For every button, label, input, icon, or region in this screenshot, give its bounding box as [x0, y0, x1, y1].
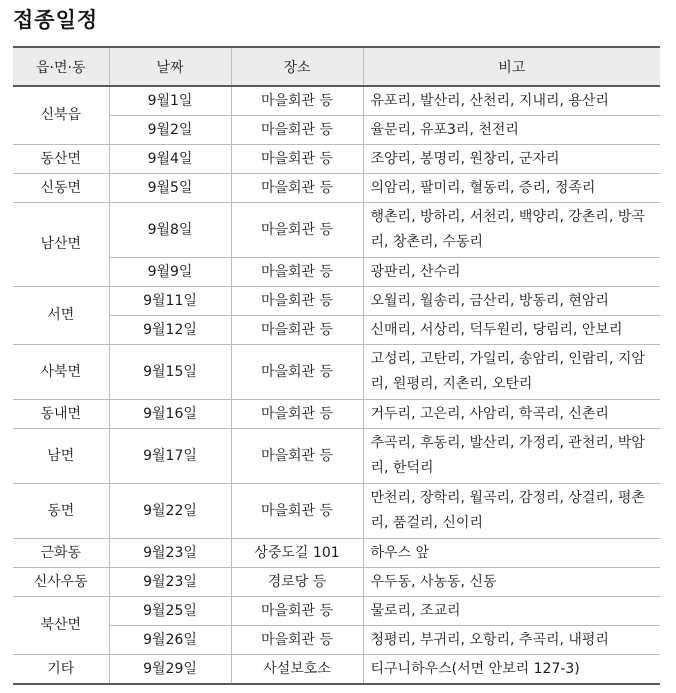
vaccination-schedule-table — [13, 46, 660, 685]
region-cell: 사북면 — [13, 345, 109, 400]
table-row — [13, 429, 660, 484]
note-cell: 거두리, 고은리, 사암리, 학곡리, 신촌리 — [363, 400, 660, 429]
table-row — [13, 287, 660, 316]
note-cell: 하우스 앞 — [363, 539, 660, 568]
table-row — [13, 86, 660, 116]
table-row — [13, 203, 660, 258]
table-row — [13, 116, 660, 145]
note-cell: 광판리, 산수리 — [363, 258, 660, 287]
date-cell: 9월4일 — [109, 145, 231, 174]
date-cell: 9월23일 — [109, 539, 231, 568]
date-cell: 9월26일 — [109, 626, 231, 655]
place-cell: 마을회관 등 — [231, 145, 363, 174]
table-row — [13, 174, 660, 203]
place-cell: 마을회관 등 — [231, 626, 363, 655]
date-cell: 9월15일 — [109, 345, 231, 400]
place-cell: 마을회관 등 — [231, 345, 363, 400]
region-cell: 동면 — [13, 484, 109, 539]
place-cell: 마을회관 등 — [231, 116, 363, 145]
place-cell: 사설보호소 — [231, 655, 363, 685]
date-cell: 9월17일 — [109, 429, 231, 484]
table-row — [13, 484, 660, 539]
table-row — [13, 626, 660, 655]
place-cell: 경로당 등 — [231, 568, 363, 597]
place-cell: 마을회관 등 — [231, 597, 363, 626]
date-cell: 9월23일 — [109, 568, 231, 597]
date-cell: 9월25일 — [109, 597, 231, 626]
page-title: 접종일정 — [13, 7, 99, 32]
note-cell: 오월리, 월송리, 금산리, 방동리, 현암리 — [363, 287, 660, 316]
note-cell: 의암리, 팔미리, 혈동리, 증리, 정족리 — [363, 174, 660, 203]
note-cell: 고성리, 고탄리, 가일리, 송암리, 인람리, 지암리, 원평리, 지촌리, 오탄리 — [363, 345, 660, 400]
place-cell: 마을회관 등 — [231, 484, 363, 539]
header-place: 장소 — [231, 47, 363, 86]
region-cell: 동내면 — [13, 400, 109, 429]
date-cell: 9월2일 — [109, 116, 231, 145]
region-cell: 신동면 — [13, 174, 109, 203]
region-cell: 기타 — [13, 655, 109, 685]
date-cell: 9월8일 — [109, 203, 231, 258]
date-cell: 9월12일 — [109, 316, 231, 345]
date-cell: 9월29일 — [109, 655, 231, 685]
note-cell: 물로리, 조교리 — [363, 597, 660, 626]
note-cell: 티구니하우스(서면 안보리 127-3) — [363, 655, 660, 685]
region-cell: 신북읍 — [13, 86, 109, 145]
note-cell: 조양리, 봉명리, 원창리, 군자리 — [363, 145, 660, 174]
place-cell: 마을회관 등 — [231, 258, 363, 287]
place-cell: 마을회관 등 — [231, 287, 363, 316]
region-cell: 근화동 — [13, 539, 109, 568]
place-cell: 마을회관 등 — [231, 400, 363, 429]
table-row — [13, 568, 660, 597]
region-cell: 신사우동 — [13, 568, 109, 597]
table-row — [13, 345, 660, 400]
table-row — [13, 145, 660, 174]
region-cell: 동산면 — [13, 145, 109, 174]
table-row — [13, 258, 660, 287]
region-cell: 남면 — [13, 429, 109, 484]
place-cell: 마을회관 등 — [231, 174, 363, 203]
date-cell: 9월1일 — [109, 86, 231, 116]
note-cell: 만천리, 장학리, 월곡리, 감정리, 상걸리, 평촌리, 품걸리, 신이리 — [363, 484, 660, 539]
date-cell: 9월5일 — [109, 174, 231, 203]
note-cell: 우두동, 사농동, 신동 — [363, 568, 660, 597]
table-row — [13, 655, 660, 685]
table-row — [13, 316, 660, 345]
note-cell: 행촌리, 방하리, 서천리, 백양리, 강촌리, 방곡리, 창촌리, 수동리 — [363, 203, 660, 258]
place-cell: 마을회관 등 — [231, 203, 363, 258]
place-cell: 상중도길 101 — [231, 539, 363, 568]
date-cell: 9월22일 — [109, 484, 231, 539]
region-cell: 서면 — [13, 287, 109, 345]
place-cell: 마을회관 등 — [231, 86, 363, 116]
region-cell: 북산면 — [13, 597, 109, 655]
header-region: 읍·면·동 — [13, 47, 109, 86]
date-cell: 9월16일 — [109, 400, 231, 429]
table-row — [13, 597, 660, 626]
note-cell: 청평리, 부귀리, 오항리, 추곡리, 내평리 — [363, 626, 660, 655]
header-note: 비고 — [363, 47, 660, 86]
note-cell: 유포리, 발산리, 산천리, 지내리, 용산리 — [363, 86, 660, 116]
place-cell: 마을회관 등 — [231, 429, 363, 484]
table-row — [13, 400, 660, 429]
place-cell: 마을회관 등 — [231, 316, 363, 345]
region-cell: 남산면 — [13, 203, 109, 287]
note-cell: 추곡리, 후동리, 발산리, 가정리, 관천리, 박암리, 한덕리 — [363, 429, 660, 484]
header-date: 날짜 — [109, 47, 231, 86]
note-cell: 신매리, 서상리, 덕두원리, 당림리, 안보리 — [363, 316, 660, 345]
table-row — [13, 539, 660, 568]
date-cell: 9월11일 — [109, 287, 231, 316]
table-header-row — [13, 47, 660, 86]
date-cell: 9월9일 — [109, 258, 231, 287]
note-cell: 율문리, 유포3리, 천전리 — [363, 116, 660, 145]
